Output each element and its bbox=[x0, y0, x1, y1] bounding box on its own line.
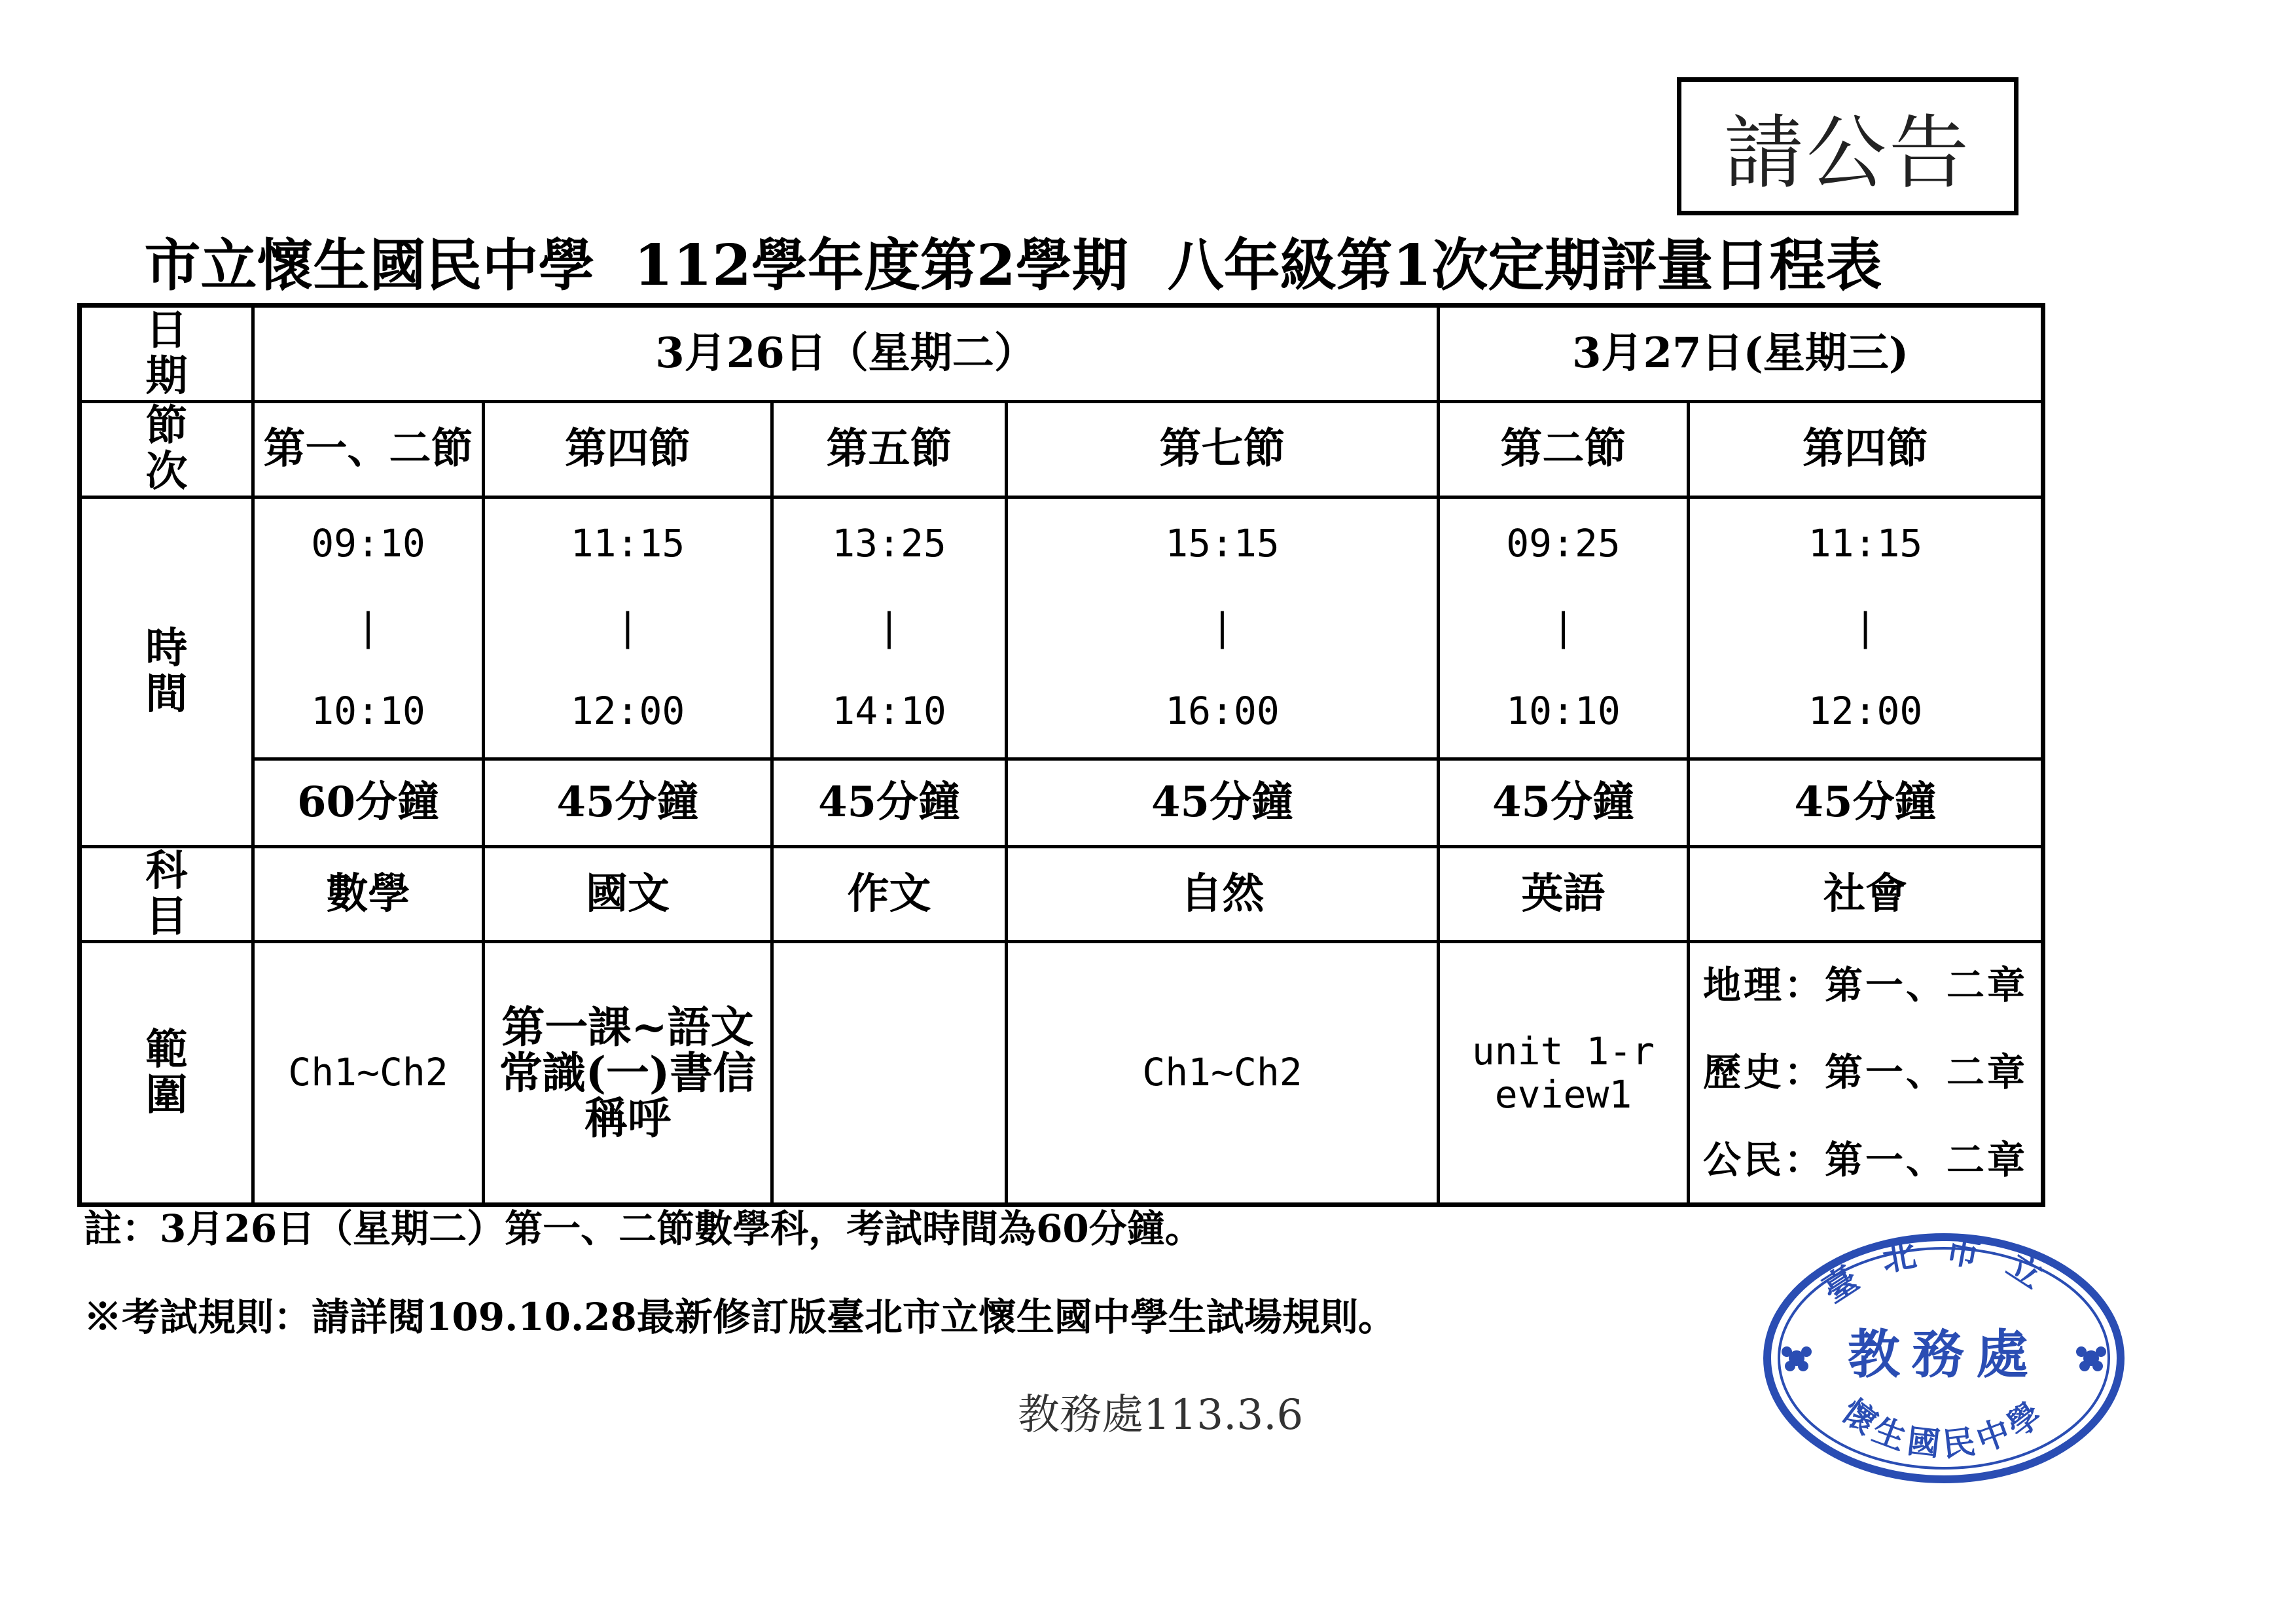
start-time: 09:25 bbox=[1506, 521, 1621, 566]
subject-cell: 自然 bbox=[1007, 846, 1439, 942]
duration-cell: 60分鐘 bbox=[253, 759, 484, 846]
duration-cell: 45分鐘 bbox=[1007, 759, 1439, 846]
range-text: 第一課~語文常識(一)書信稱呼 bbox=[499, 1001, 757, 1144]
end-time: 10:10 bbox=[1506, 689, 1621, 734]
duration-cell: 45分鐘 bbox=[772, 759, 1007, 846]
notice-box: 請公告 bbox=[1677, 77, 2018, 215]
stamp-center-text: 教務處 bbox=[1848, 1324, 2040, 1385]
end-time: 12:00 bbox=[570, 689, 685, 734]
end-time: 12:00 bbox=[1808, 689, 1923, 734]
range-line-history: 歷史：第一、二章 bbox=[1703, 1050, 2028, 1095]
period-cell: 第七節 bbox=[1007, 401, 1439, 497]
date-cell-0327: 3月27日(星期三) bbox=[1439, 306, 2043, 402]
time-separator: | bbox=[878, 605, 901, 650]
period-cell: 第二節 bbox=[1439, 401, 1689, 497]
duration-row bbox=[80, 759, 2043, 846]
subject-cell: 作文 bbox=[772, 846, 1007, 942]
time-cell bbox=[1689, 497, 2043, 759]
subject-cell: 國文 bbox=[484, 846, 772, 942]
range-cell bbox=[1689, 942, 2043, 1205]
time-cell bbox=[1007, 497, 1439, 759]
range-cell bbox=[772, 942, 1007, 1205]
time-cell bbox=[253, 497, 484, 759]
note-math: 註：3月26日（星期二）第一、二節數學科，考試時間為60分鐘。 bbox=[84, 1206, 1203, 1251]
office-seal-stamp bbox=[1751, 1221, 2137, 1489]
range-cell bbox=[1439, 942, 1689, 1205]
start-time: 11:15 bbox=[570, 521, 685, 566]
time-separator: | bbox=[1854, 605, 1877, 650]
time-cell bbox=[1439, 497, 1689, 759]
period-cell: 第四節 bbox=[484, 401, 772, 497]
stamp-top-text: 臺北市立 bbox=[1816, 1229, 2072, 1311]
duration-cell: 45分鐘 bbox=[1439, 759, 1689, 846]
start-time: 11:15 bbox=[1808, 521, 1923, 566]
page-title: 市立懷生國民中學 112學年度第2學期 八年級第1次定期評量日程表 bbox=[144, 232, 1882, 298]
range-cell: Ch1~Ch2 bbox=[1007, 942, 1439, 1205]
range-cell: Ch1~Ch2 bbox=[253, 942, 484, 1205]
subject-cell: 社會 bbox=[1689, 846, 2043, 942]
time-cell bbox=[484, 497, 772, 759]
range-text: unit 1-review1 bbox=[1471, 1028, 1655, 1117]
schedule-table bbox=[77, 303, 2045, 1207]
date-cell-0326: 3月26日（星期二） bbox=[253, 306, 1439, 402]
range-line-civics: 公民：第一、二章 bbox=[1703, 1137, 2028, 1182]
note-rules: ※考試規則：請詳閱109.10.28最新修訂版臺北市立懷生國中學生試場規則。 bbox=[84, 1295, 1396, 1339]
svg-text:懷生國民中學 bbox=[1835, 1392, 2053, 1464]
stamp-bottom-text: 懷生國民中學 bbox=[1835, 1391, 2053, 1464]
range-row bbox=[80, 942, 2043, 1205]
subject-cell: 英語 bbox=[1439, 846, 1689, 942]
period-cell: 第一、二節 bbox=[253, 401, 484, 497]
svg-text:臺北市立 bbox=[1816, 1230, 2072, 1311]
date-row bbox=[80, 306, 2043, 402]
time-cell bbox=[772, 497, 1007, 759]
row-label-date: 日 期 bbox=[80, 306, 253, 402]
end-time: 14:10 bbox=[832, 689, 946, 734]
subject-cell: 數學 bbox=[253, 846, 484, 942]
row-label-time: 時 間 bbox=[80, 497, 253, 846]
end-time: 16:00 bbox=[1165, 689, 1280, 734]
start-time: 13:25 bbox=[832, 521, 946, 566]
start-time: 09:10 bbox=[311, 521, 425, 566]
row-label-period: 節 次 bbox=[80, 401, 253, 497]
period-cell: 第四節 bbox=[1689, 401, 2043, 497]
duration-cell: 45分鐘 bbox=[1689, 759, 2043, 846]
period-row bbox=[80, 401, 2043, 497]
time-separator: | bbox=[357, 605, 380, 650]
row-label-subject: 科 目 bbox=[80, 846, 253, 942]
time-separator: | bbox=[616, 605, 639, 650]
range-cell bbox=[484, 942, 772, 1205]
time-separator: | bbox=[1552, 605, 1575, 650]
plum-blossom-icon bbox=[1782, 1346, 1812, 1371]
period-cell: 第五節 bbox=[772, 401, 1007, 497]
office-date: 教務處113.3.6 bbox=[1018, 1391, 1304, 1439]
start-time: 15:15 bbox=[1165, 521, 1280, 566]
duration-cell: 45分鐘 bbox=[484, 759, 772, 846]
range-line-geography: 地理：第一、二章 bbox=[1703, 963, 2028, 1008]
plum-blossom-icon bbox=[2076, 1346, 2106, 1371]
subject-row bbox=[80, 846, 2043, 942]
row-label-range: 範 圍 bbox=[80, 942, 253, 1205]
time-separator: | bbox=[1211, 605, 1234, 650]
time-row bbox=[80, 497, 2043, 759]
end-time: 10:10 bbox=[311, 689, 425, 734]
